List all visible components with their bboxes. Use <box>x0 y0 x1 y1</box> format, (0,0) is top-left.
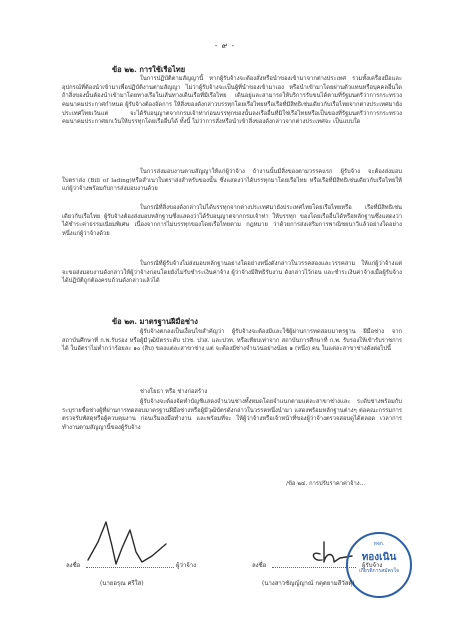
page-number: - ๙ - <box>214 41 236 50</box>
employer-role-label: ผู้ว่าจ้าง <box>176 562 197 569</box>
clause-23-paragraph-1: ผู้รับจ้างตกลงเป็นเงื่อนไขสำคัญว่า ผู้รับจ้างจะต้องมีและใช้ผู้ผ่านการทดสอบมาตรฐาน ฝีมือช่าง จากสถาบันศึกษาที่ ก.พ.รับรอง หรือผู้มีวุฒิบัตรระดับ ปวช. ปวส. และปวท. หรือเทียบเท่าจาก สถาบันการศึกษาที่ ก.พ. รับรองให้เข้ารับราชการได้ ในอัตราไม่ต่ำกว่าร้อยละ ๑๐ (สิบ) ของแต่ละสาขาช่าง แต่ จะต้องมีช่างจำนวนอย่างน้อย ๑ (หนึ่ง) คน ในแต่ละสาขาช่างดังต่อไปนี้ <box>62 329 402 353</box>
contractor-signature-line <box>272 567 356 568</box>
clause-22-heading: ข้อ ๒๒. การใช้เรือไทย <box>112 65 186 74</box>
contractor-name: (นางสาวชัญญ์ญาณ์ กตุดยามสีวัสดุ์) <box>262 580 355 587</box>
clause-22-paragraph-3: ในกรณีที่สิ่งของดังกล่าวไม่ได้บรรทุกจากต่างประเทศมายังประเทศไทยโดยเรือไทยหรือ เรือที่มีสิทธิเช่นเดียวกับเรือไทย ผู้รับจ้างต้องส่งมอบหลักฐานซึ่งแสดงว่าได้รับอนุญาตจากกรมเจ้าท่า ให้บรรทุก ของโดยเรืออื่นได้หรือหลักฐานซึ่งแสดงว่าได้ชำระค่าธรรมเนียมพิเศษ เนื่องจากการไม่บรรทุกของโดยเรือไทยตาม กฎหมาย ว่าด้วยการส่งเสริมการพาณิชยนาวีแล้วอย่างใดอย่างหนึ่งแก่ผู้ว่าจ้างด้วย <box>62 205 402 238</box>
employer-sign-label: ลงชื่อ <box>66 562 81 569</box>
next-clause-continuation: /ข้อ ๒๔. การปรับราคาค่าจ้าง... <box>286 481 366 487</box>
clause-23-trade-item: ช่างโยธา หรือ ช่างก่อสร้าง <box>140 389 208 395</box>
stamp-bottom-text: เกียรติการสมัครใจ <box>359 568 399 574</box>
clause-23-heading: ข้อ ๒๓. มาตรฐานฝีมือช่าง <box>112 317 198 326</box>
clause-22-paragraph-2: ในการส่งมอบงานตามสัญญาให้แก่ผู้ว่าจ้าง ถ้างานนั้นมีสิ่งของตามวรรคแรก ผู้รับจ้าง จะต้องส่งมอบใบตราส่ง (Bill of lading)หรือสำเนาใบตราส่งสำหรับของนั้น ซึ่งแสดงว่าได้บรรทุกมาโดยเรือไทย หรือเรือที่มีสิทธิเช่นเดียวกับเรือไทยให้แก่ผู้ว่าจ้างพร้อมกับการส่งมอบงานด้วย <box>62 169 402 193</box>
stamp-company-name: ทองเนิน <box>361 552 397 563</box>
employer-name: (นายอรุณ ศรีใส) <box>100 580 144 587</box>
clause-23-paragraph-2: ผู้รับจ้างจะต้องจัดทำบัญชีแสดงจำนวนช่างทั้งหมดโดยจำแนกตามแต่ละสาขาช่างและ ระดับช่างพร้อมกับระบุรายชื่อช่างผู้ที่ผ่านการทดสอบมาตรฐานฝีมือช่างหรือผู้มีวุฒิบัตรดังกล่าวในวรรคหนึ่งนำมา แสดงพร้อมหลักฐานต่างๆ ต่อคณะกรรมการตรวจรับพัสดุหรือผู้ควบคุมงาน ก่อนเริ่มลงมือทำงาน และพร้อมที่จะ ให้ผู้ว่าจ้างหรือเจ้าหน้าที่ของผู้ว่าจ้างตรวจสอบดูได้ตลอด เวลาการทำงานตามสัญญานี้ของผู้รับจ้าง <box>62 399 402 432</box>
employer-signature <box>86 512 176 570</box>
contractor-role-label: ผู้รับจ้าง <box>362 562 383 569</box>
stamp-top-text: หจก. <box>373 541 385 547</box>
contractor-sign-label: ลงชื่อ <box>252 562 267 569</box>
clause-22-paragraph-4: ในกรณีที่ผู้รับจ้างไม่ส่งมอบหลักฐานอย่างใดอย่างหนึ่งดังกล่าวในวรรคสองและวรรคสาม ให้แก่ผู้ว่าจ้างแต่จะขอส่งมอบงานดังกล่าวให้ผู้ว่าจ้างก่อนโดยยังไม่รับชำระเงินค่าจ้าง ผู้ว่าจ้างมีสิทธิรับงาน ดังกล่าวไว้ก่อน และชำระเงินค่าจ้างเมื่อผู้รับจ้างได้ปฏิบัติถูกต้องครบถ้วนดังกล่าวแล้วได้ <box>62 261 402 285</box>
clause-22-paragraph-1: ในการปฏิบัติตามสัญญานี้ หากผู้รับจ้างจะต้องสั่งหรือนำของเข้ามาจากต่างประเทศ รวมทั้งเครื่องมือและอุปกรณ์ที่ต้องนำเข้ามาเพื่อปฏิบัติงานตามสัญญา ไม่ว่าผู้รับจ้างจะเป็นผู้ที่นำของเข้ามาเอง หรือนำเข้ามาโดยผ่านตัวแทนหรือบุคคลอื่นใด ถ้าสิ่งของนั้นต้องนำเข้ามาโดยทางเรือในเส้นทางเดินเรือที่มีเรือไทย เดินอยู่และสามารถให้บริการรับขนได้ตามที่รัฐมนตรีว่าการกระทรวงคมนาคมประกาศกำหนด ผู้รับจ้างต้องจัดการ ให้สิ่งของดังกล่าวบรรทุกโดยเรือไทยหรือเรือที่มีสิทธิเช่นเดียวกับเรือไทยจากต่างประเทศมายังประเทศไทยเว้นแต่ จะได้รับอนุญาตจากกรมเจ้าท่าก่อนบรรทุกของนั้นลงเรืออื่นที่มิใช่เรือไทยหรือเป็นของที่รัฐมนตรีว่าการกระทรวง คมนาคมประกาศยกเว้นให้บรรทุกโดยเรืออื่นได้ ทั้งนี้ ไม่ว่าการสั่งหรือนำเข้าสิ่งของดังกล่าวจากต่างประเทศจะ เป็นแบบใด <box>62 76 402 126</box>
